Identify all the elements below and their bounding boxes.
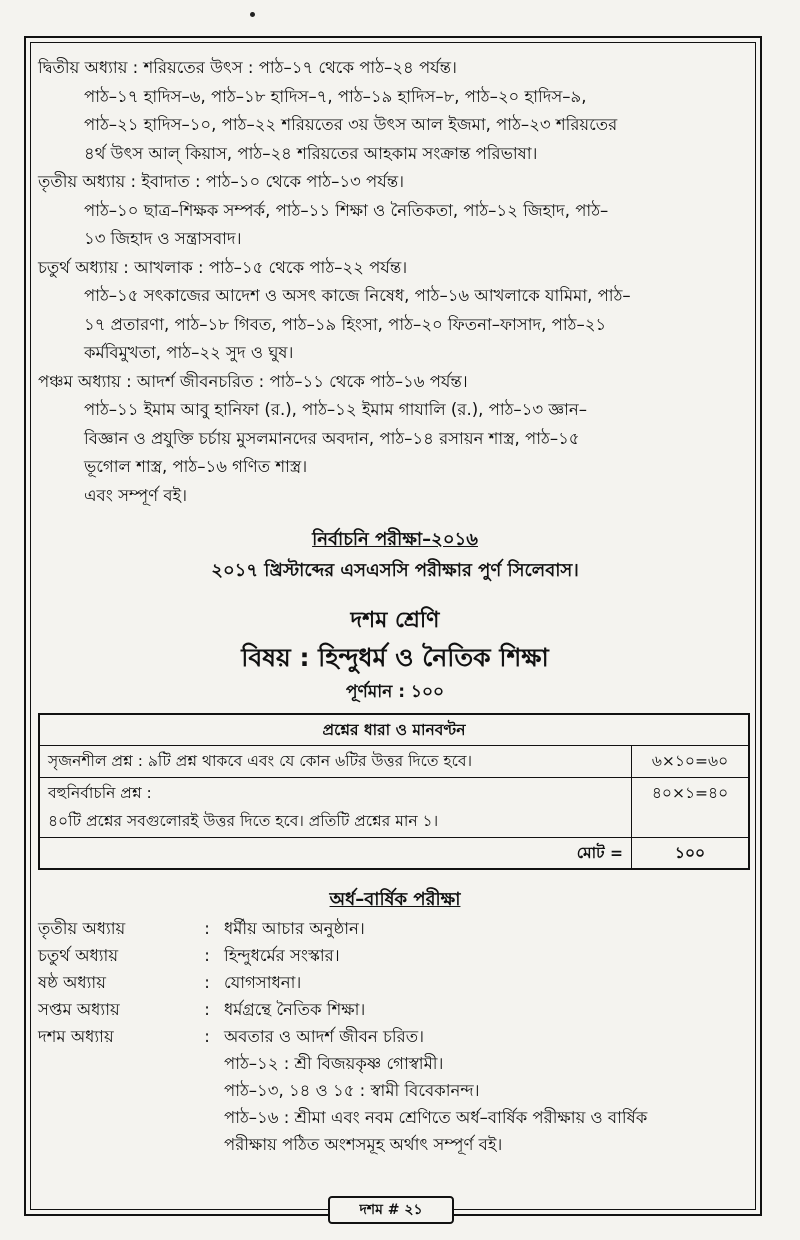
chapter-heading: চতুর্থ অধ্যায় : আখলাক : পাঠ–১৫ থেকে পাঠ–২২ পর্যন্ত।	[38, 257, 408, 277]
exam-subtitle: ২০১৭ খ্রিস্টাব্দের এসএসসি পরীক্ষার পুর্ণ সিলেবাস।	[211, 559, 579, 581]
chapter-heading: তৃতীয় অধ্যায় : ইবাদাত : পাঠ–১০ থেকে পাঠ–১৩ পর্যন্ত।	[38, 172, 404, 191]
class-title: দশম শ্রেণি	[350, 608, 440, 633]
ink-dot	[250, 12, 255, 17]
chapter-topic: ধর্মগ্রন্থে নৈতিক শিক্ষা।	[224, 999, 366, 1019]
separator: :	[204, 918, 210, 938]
chapter-heading: দ্বিতীয় অধ্যায় : শরিয়তের উৎস : পাঠ–১৭ থেকে পাঠ–২৪ পর্যন্ত।	[38, 58, 457, 77]
table-header: প্রশ্নের ধারা ও মানবণ্টন	[39, 714, 749, 746]
marks-cell: ৬×১০=৬০	[632, 746, 750, 778]
chapter-line: কর্মবিমুখতা, পাঠ–২২ সুদ ও ঘুষ।	[84, 343, 294, 362]
chapter-line: পাঠ–১১ ইমাম আবু হানিফা (র.), পাঠ–১২ ইমাম গাযালি (র.), পাঠ–১৩ জ্ঞান–	[84, 400, 588, 419]
table-header-row	[39, 714, 749, 746]
chapter-label: চতুর্থ অধ্যায়	[38, 945, 119, 965]
chapter-topic: অবতার ও আদর্শ জীবন চরিত।	[224, 1026, 425, 1046]
full-marks: পূর্ণমান : ১০০	[345, 682, 445, 702]
chapter-topic: হিন্দুধর্মের সংস্কার।	[224, 945, 340, 965]
chapter-body	[84, 396, 752, 510]
chapter-body	[84, 83, 752, 169]
separator: :	[204, 1026, 210, 1046]
chapter-line: ১৭ প্রতারণা, পাঠ–১৮ গিবত, পাঠ–১৯ হিংসা, পাঠ–২০ ফিতনা–ফাসাদ, পাঠ–২১	[84, 314, 607, 334]
marks-distribution-table	[38, 713, 750, 871]
question-type-line: ৪০টি প্রশ্নের সবগুলোরই উত্তর দিতে হবে। প্রতিটি প্রশ্নের মান ১।	[48, 812, 439, 830]
chapter-line: পাঠ–১০ ছাত্র–শিক্ষক সম্পর্ক, পাঠ–১১ শিক্ষা ও নৈতিকতা, পাঠ–১২ জিহাদ, পাঠ–	[84, 200, 609, 220]
chapter-body	[84, 197, 752, 254]
syllabus-content	[38, 54, 752, 1158]
list-item	[38, 1023, 752, 1050]
lesson-details	[224, 1050, 752, 1158]
chapter-line: এবং সম্পূর্ণ বই।	[84, 485, 187, 505]
half-yearly-title: অর্ধ–বার্ষিক পরীক্ষা	[329, 889, 461, 910]
table-row	[39, 746, 749, 778]
chapter-line: ১৩ জিহাদ ও সন্ত্রাসবাদ।	[84, 229, 242, 248]
half-yearly-list	[38, 915, 752, 1158]
chapter-line: পাঠ–২১ হাদিস–১০, পাঠ–২২ শরিয়তের ৩য় উৎস আল ইজমা, পাঠ–২৩ শরিয়তের	[84, 115, 618, 134]
chapter-line: পাঠ–১৫ সৎকাজের আদেশ ও অসৎ কাজে নিষেধ, পাঠ–১৬ আখলাকে যামিমা, পাঠ–	[84, 286, 631, 305]
chapter-heading: পঞ্চম অধ্যায় : আদর্শ জীবনচরিত : পাঠ–১১ থেকে পাঠ–১৬ পর্যন্ত।	[38, 371, 468, 391]
subject-title: বিষয় : হিন্দুধর্ম ও নৈতিক শিক্ষা	[241, 642, 549, 672]
chapter-topic: যোগসাধনা।	[224, 972, 302, 992]
total-value: ১০০	[632, 837, 750, 869]
chapter-label: দশম অধ্যায়	[38, 1026, 114, 1046]
total-row	[39, 837, 749, 869]
lesson-line: পাঠ–১৩, ১৪ ও ১৫ : স্বামী বিবেকানন্দ।	[224, 1080, 480, 1100]
chapter-body	[84, 282, 752, 368]
table-row	[39, 777, 749, 837]
separator: :	[204, 972, 210, 992]
chapter-line: ভূগোল শাস্ত্র, পাঠ–১৬ গণিত শাস্ত্র।	[84, 457, 308, 476]
question-type-line: সৃজনশীল প্রশ্ন : ৯টি প্রশ্ন থাকবে এবং যে কোন ৬টির উত্তর দিতে হবে।	[48, 752, 473, 770]
separator: :	[204, 945, 210, 965]
page-number: দশম # ২১	[328, 1196, 454, 1224]
lesson-line: পাঠ–১৬ : শ্রীমা এবং নবম শ্রেণিতে অর্ধ–বার্ষিক পরীক্ষায় ও বার্ষিক	[224, 1107, 648, 1127]
chapter-topic: ধর্মীয় আচার অনুষ্ঠান।	[224, 918, 365, 938]
chapter-line: বিজ্ঞান ও প্রযুক্তি চর্চায় মুসলমানদের অবদান, পাঠ–১৪ রসায়ন শাস্ত্র, পাঠ–১৫	[84, 428, 580, 448]
chapter-line: ৪র্থ উৎস আল্ কিয়াস, পাঠ–২৪ শরিয়তের আহকাম সংক্রান্ত পরিভাষা।	[84, 143, 538, 163]
chapter-label: তৃতীয় অধ্যায়	[38, 918, 126, 938]
list-item	[38, 996, 752, 1023]
chapter-label: সপ্তম অধ্যায়	[38, 999, 120, 1019]
total-label: মোট =	[39, 837, 632, 869]
question-type-cell	[39, 746, 632, 778]
list-item	[38, 969, 752, 996]
separator: :	[204, 999, 210, 1019]
marks-cell: ৪০×১=৪০	[632, 777, 750, 837]
list-item	[38, 942, 752, 969]
chapter-line: পাঠ–১৭ হাদিস–৬, পাঠ–১৮ হাদিস–৭, পাঠ–১৯ হাদিস–৮, পাঠ–২০ হাদিস–৯,	[84, 86, 587, 106]
exam-title: নির্বাচনি পরীক্ষা–২০১৬	[312, 529, 478, 550]
question-type-line: বহুনির্বাচনি প্রশ্ন :	[48, 783, 152, 802]
question-type-cell	[39, 777, 632, 837]
chapter-label: ষষ্ঠ অধ্যায়	[38, 972, 106, 992]
list-item	[38, 915, 752, 942]
lesson-line: পাঠ–১২ : শ্রী বিজয়কৃষ্ণ গোস্বামী।	[224, 1053, 444, 1073]
lesson-line: পরীক্ষায় পঠিত অংশসমূহ অর্থাৎ সম্পূর্ণ বই।	[224, 1134, 503, 1154]
